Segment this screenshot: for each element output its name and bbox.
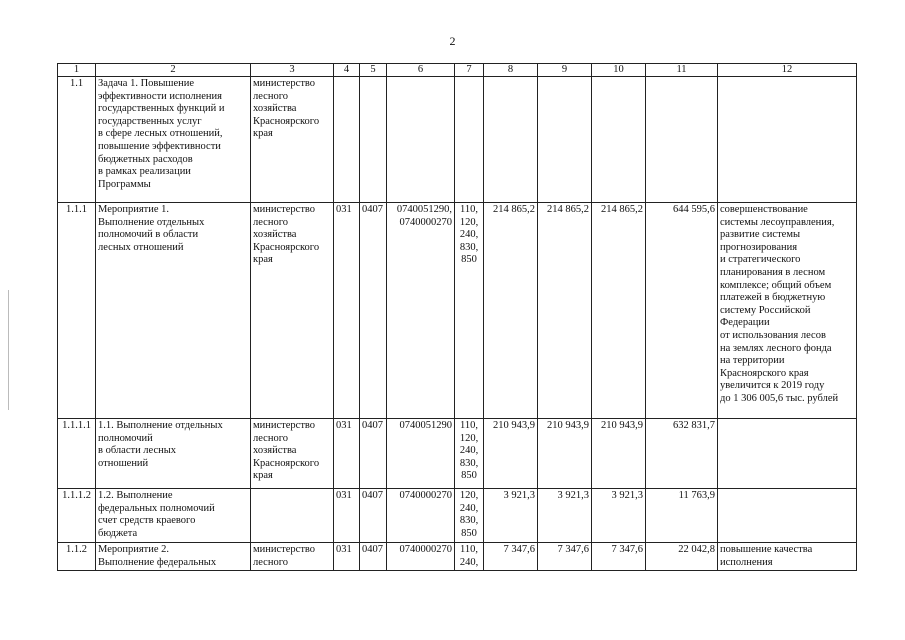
amount-year-3-cell: 3 921,3 bbox=[592, 489, 646, 543]
column-header: 4 bbox=[334, 64, 360, 77]
amount-year-1-cell: 3 921,3 bbox=[484, 489, 538, 543]
program-activities-table bbox=[57, 63, 857, 571]
grbs-code-cell bbox=[334, 77, 360, 203]
amount-year-2-cell bbox=[538, 77, 592, 203]
column-header: 7 bbox=[455, 64, 484, 77]
vr-code-cell: 110, 120, 240, 830, 850 bbox=[455, 203, 484, 419]
executor-cell: министерство лесного хозяйства Красноярского края bbox=[251, 419, 334, 489]
csr-code-cell: 0740051290 bbox=[387, 419, 455, 489]
executor-cell bbox=[251, 489, 334, 543]
column-header: 10 bbox=[592, 64, 646, 77]
activity-name-cell: Задача 1. Повышение эффективности исполнения государственных функций и государственных услуг в сфере лесных отношений, повышение эффективности бюджетных расходов в рамках реализации Программы bbox=[96, 77, 251, 203]
amount-total-cell: 644 595,6 bbox=[646, 203, 718, 419]
vr-code-cell: 110, 240, bbox=[455, 543, 484, 571]
amount-total-cell: 632 831,7 bbox=[646, 419, 718, 489]
column-header: 12 bbox=[718, 64, 857, 77]
amount-year-3-cell: 210 943,9 bbox=[592, 419, 646, 489]
amount-year-2-cell: 214 865,2 bbox=[538, 203, 592, 419]
amount-year-1-cell bbox=[484, 77, 538, 203]
amount-year-2-cell: 3 921,3 bbox=[538, 489, 592, 543]
csr-code-cell bbox=[387, 77, 455, 203]
grbs-code-cell: 031 bbox=[334, 203, 360, 419]
amount-year-3-cell: 7 347,6 bbox=[592, 543, 646, 571]
column-header: 1 bbox=[58, 64, 96, 77]
activity-name-cell: 1.1. Выполнение отдельных полномочий в области лесных отношений bbox=[96, 419, 251, 489]
column-header: 8 bbox=[484, 64, 538, 77]
rzpr-code-cell: 0407 bbox=[360, 419, 387, 489]
expected-result-cell bbox=[718, 77, 857, 203]
amount-year-1-cell: 214 865,2 bbox=[484, 203, 538, 419]
rzpr-code-cell: 0407 bbox=[360, 489, 387, 543]
expected-result-cell: повышение качества исполнения bbox=[718, 543, 857, 571]
column-header: 6 bbox=[387, 64, 455, 77]
expected-result-cell bbox=[718, 419, 857, 489]
row-number-cell: 1.1.1.1 bbox=[58, 419, 96, 489]
row-number-cell: 1.1.2 bbox=[58, 543, 96, 571]
page-number: 2 bbox=[449, 34, 456, 48]
grbs-code-cell: 031 bbox=[334, 489, 360, 543]
vr-code-cell bbox=[455, 77, 484, 203]
column-header: 5 bbox=[360, 64, 387, 77]
column-header: 9 bbox=[538, 64, 592, 77]
csr-code-cell: 0740000270 bbox=[387, 543, 455, 571]
column-header: 3 bbox=[251, 64, 334, 77]
rzpr-code-cell: 0407 bbox=[360, 543, 387, 571]
amount-year-3-cell: 214 865,2 bbox=[592, 203, 646, 419]
amount-year-3-cell bbox=[592, 77, 646, 203]
vr-code-cell: 120, 240, 830, 850 bbox=[455, 489, 484, 543]
expected-result-cell: совершенствование системы лесоуправления, развитие системы прогнозирования и стратегического планирования в лесном комплексе; общий объем платежей в бюджетную систему Российской Федерации от использования лесов на землях лесного фонда на территории Красноярского края увеличится к 2019 году до 1 306 005,6 тыс. рублей bbox=[718, 203, 857, 419]
rzpr-code-cell bbox=[360, 77, 387, 203]
csr-code-cell: 0740051290, 0740000270 bbox=[387, 203, 455, 419]
column-header: 2 bbox=[96, 64, 251, 77]
vr-code-cell: 110, 120, 240, 830, 850 bbox=[455, 419, 484, 489]
column-header: 11 bbox=[646, 64, 718, 77]
row-number-cell: 1.1 bbox=[58, 77, 96, 203]
activity-name-cell: Мероприятие 2. Выполнение федеральных bbox=[96, 543, 251, 571]
amount-year-2-cell: 210 943,9 bbox=[538, 419, 592, 489]
executor-cell: министерство лесного хозяйства Красноярского края bbox=[251, 77, 334, 203]
row-number-cell: 1.1.1.2 bbox=[58, 489, 96, 543]
table-row bbox=[58, 77, 857, 203]
amount-total-cell: 11 763,9 bbox=[646, 489, 718, 543]
column-number-row bbox=[58, 64, 857, 77]
csr-code-cell: 0740000270 bbox=[387, 489, 455, 543]
amount-year-1-cell: 210 943,9 bbox=[484, 419, 538, 489]
table-row bbox=[58, 419, 857, 489]
executor-cell: министерство лесного хозяйства Красноярского края bbox=[251, 203, 334, 419]
table-row bbox=[58, 543, 857, 571]
rzpr-code-cell: 0407 bbox=[360, 203, 387, 419]
amount-year-1-cell: 7 347,6 bbox=[484, 543, 538, 571]
scan-edge-mark bbox=[8, 290, 9, 410]
row-number-cell: 1.1.1 bbox=[58, 203, 96, 419]
expected-result-cell bbox=[718, 489, 857, 543]
amount-year-2-cell: 7 347,6 bbox=[538, 543, 592, 571]
table-row bbox=[58, 489, 857, 543]
amount-total-cell bbox=[646, 77, 718, 203]
executor-cell: министерство лесного bbox=[251, 543, 334, 571]
grbs-code-cell: 031 bbox=[334, 419, 360, 489]
activity-name-cell: Мероприятие 1. Выполнение отдельных полномочий в области лесных отношений bbox=[96, 203, 251, 419]
activity-name-cell: 1.2. Выполнение федеральных полномочий счет средств краевого бюджета bbox=[96, 489, 251, 543]
table-row bbox=[58, 203, 857, 419]
amount-total-cell: 22 042,8 bbox=[646, 543, 718, 571]
grbs-code-cell: 031 bbox=[334, 543, 360, 571]
